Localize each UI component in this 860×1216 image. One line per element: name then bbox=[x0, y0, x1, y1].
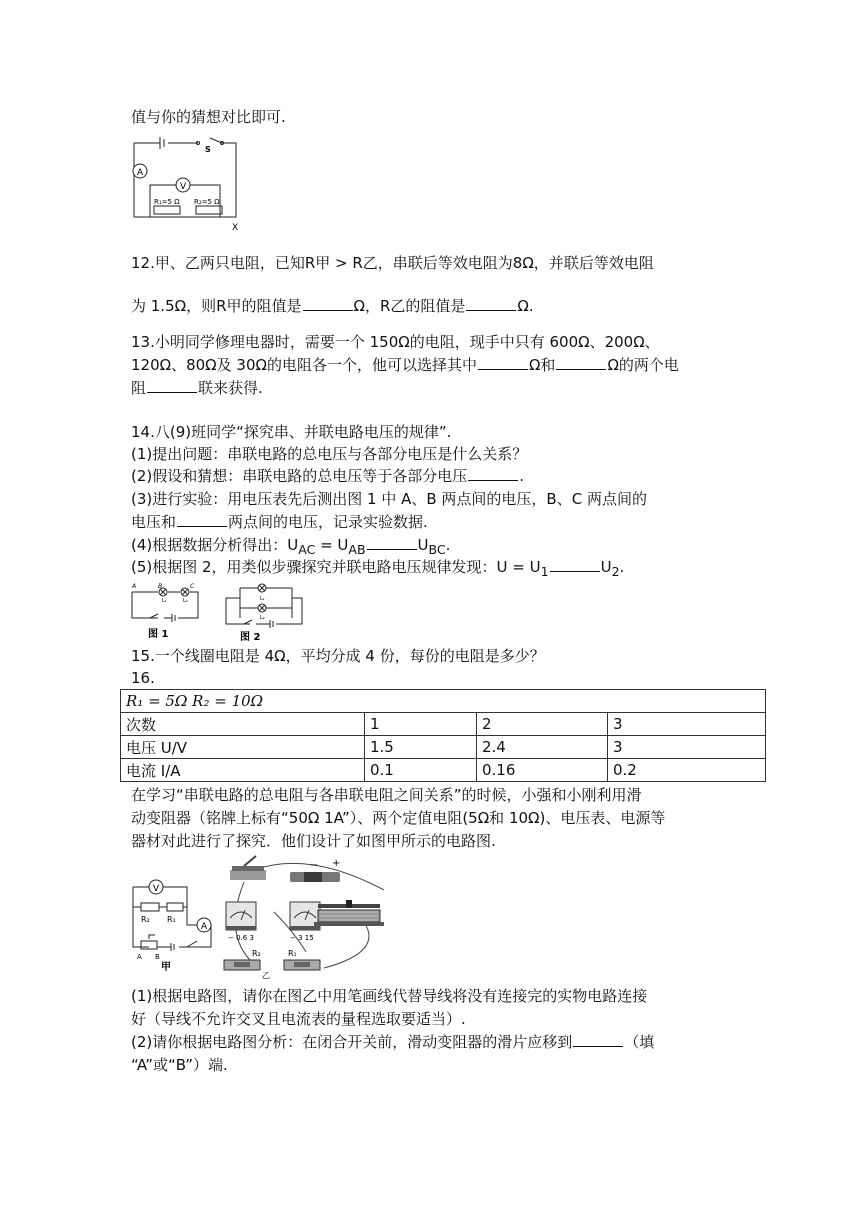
resistor-icon bbox=[224, 960, 260, 970]
svg-text:+: + bbox=[332, 858, 341, 869]
q14-line1: 14.八(9)班同学“探究串、并联电路电压的规律”. bbox=[131, 423, 452, 441]
q14-line2: (1)提出问题：串联电路的总电压与各部分电压是什么关系？ bbox=[131, 445, 528, 463]
svg-text:R₂=5 Ω: R₂=5 Ω bbox=[194, 198, 220, 206]
svg-text:V: V bbox=[180, 182, 187, 192]
q15-line1: 15.一个线圈电阻是 4Ω，平均分成 4 份，每份的电阻是多少？ bbox=[131, 647, 545, 665]
svg-text:A: A bbox=[201, 922, 208, 932]
apparatus-diagram-yi bbox=[214, 852, 404, 980]
answer-blank[interactable] bbox=[367, 535, 417, 550]
q16-para2: 动变阻器（铭牌上标有“50Ω 1A”）、两个定值电阻(5Ω和 10Ω)、电压表、电源等 bbox=[131, 809, 666, 827]
series-circuit-diagram bbox=[128, 582, 204, 642]
q14-line6: (4)根据数据分析得出：$U_{AC} = U_{AB}$ $U_{BC}$. bbox=[131, 536, 451, 557]
resistor-icon bbox=[284, 960, 320, 970]
q14-line7: (5)根据图 2，用类似步骤探究并联电路电压规律发现：$U = U_1$ $U_2$. bbox=[131, 558, 625, 579]
svg-text:R₂: R₂ bbox=[252, 949, 261, 958]
q16-para3: 器材对此进行了探究．他们设计了如图甲所示的电路图. bbox=[131, 832, 496, 850]
q16-sub1-line2: 好（导线不允许交叉且电流表的量程选取要适当）. bbox=[131, 1010, 466, 1028]
q14-line3: (2)假设和猜想：串联电路的总电压等于各部分电压 . bbox=[131, 467, 525, 485]
svg-text:V: V bbox=[153, 884, 160, 894]
data-table bbox=[120, 689, 766, 782]
answer-blank[interactable] bbox=[550, 557, 600, 572]
svg-text:R₂: R₂ bbox=[141, 915, 150, 924]
q12-line2: 为 1.5Ω，则R甲的阻值是 Ω，R乙的阻值是 Ω. bbox=[131, 297, 534, 315]
table-header-row bbox=[121, 690, 766, 713]
circuit-diagram-1 bbox=[126, 133, 246, 233]
switch-icon bbox=[230, 856, 266, 880]
q16-para1: 在学习“串联电路的总电阻与各串联电阻之间关系”的时候，小强和小刚利用滑 bbox=[131, 786, 642, 804]
svg-text:L₁: L₁ bbox=[162, 598, 167, 604]
svg-text:B: B bbox=[158, 583, 163, 590]
answer-blank[interactable] bbox=[147, 378, 197, 393]
table-row: 电流 I/A 0.1 0.16 0.2 bbox=[121, 759, 766, 782]
table-row: 电压 U/V 1.5 2.4 3 bbox=[121, 736, 766, 759]
ammeter-icon bbox=[226, 902, 256, 930]
svg-text:−: − bbox=[310, 860, 319, 871]
answer-blank[interactable] bbox=[177, 512, 227, 527]
table-header-cell: R₁ = 5Ω R₂ = 10Ω bbox=[121, 690, 766, 713]
answer-blank[interactable] bbox=[466, 296, 516, 311]
svg-text:− 0.6 3: − 0.6 3 bbox=[228, 934, 254, 942]
continuation-text: 值与你的猜想对比即可. bbox=[131, 108, 286, 126]
svg-text:乙: 乙 bbox=[262, 971, 270, 980]
svg-text:图 1: 图 1 bbox=[148, 629, 169, 640]
q16-sub1-line1: (1)根据电路图，请你在图乙中用笔画线代替导线将没有连接完的实物电路连接 bbox=[131, 987, 648, 1005]
svg-text:R₁: R₁ bbox=[167, 915, 176, 924]
rheostat-icon bbox=[314, 900, 384, 926]
parallel-circuit-diagram bbox=[222, 580, 308, 642]
svg-text:甲: 甲 bbox=[161, 962, 171, 973]
svg-text:C: C bbox=[190, 583, 195, 590]
q14-line5: 电压和 两点间的电压，记录实验数据. bbox=[131, 513, 428, 531]
table-row: 次数 1 2 3 bbox=[121, 713, 766, 736]
svg-text:L₁: L₁ bbox=[260, 596, 265, 602]
svg-text:X: X bbox=[232, 223, 239, 233]
svg-text:A: A bbox=[132, 583, 137, 590]
answer-blank[interactable] bbox=[303, 296, 353, 311]
q14-line4: (3)进行实验：用电压表先后测出图 1 中 A、B 两点间的电压，B、C 两点间的 bbox=[131, 490, 647, 508]
svg-text:B: B bbox=[155, 953, 160, 961]
q12-line1: 12.甲、乙两只电阻，已知R甲 > R乙，串联后等效电阻为8Ω，并联后等效电阻 bbox=[131, 254, 654, 272]
answer-blank[interactable] bbox=[468, 466, 518, 481]
svg-text:− 3 15: − 3 15 bbox=[290, 934, 314, 942]
svg-text:R₁=5 Ω: R₁=5 Ω bbox=[154, 198, 180, 206]
q13-line1: 13.小明同学修理电器时，需要一个 150Ω的电阻，现手中只有 600Ω、200Ω、 bbox=[131, 333, 660, 351]
svg-text:L₂: L₂ bbox=[183, 598, 188, 604]
svg-text:S: S bbox=[205, 145, 211, 154]
circuit-diagram-jia bbox=[127, 877, 217, 973]
svg-text:A: A bbox=[137, 953, 142, 961]
q13-line3: 阻 联来获得. bbox=[131, 379, 263, 397]
answer-blank[interactable] bbox=[478, 355, 528, 370]
svg-text:L₂: L₂ bbox=[260, 615, 265, 621]
q16-number: 16. bbox=[131, 669, 155, 687]
q16-sub2-line1: (2)请你根据电路图分析：在闭合开关前，滑动变阻器的滑片应移到 （填 bbox=[131, 1033, 655, 1051]
answer-blank[interactable] bbox=[556, 355, 606, 370]
svg-text:R₁: R₁ bbox=[288, 949, 297, 958]
svg-text:A: A bbox=[137, 168, 144, 178]
svg-text:图 2: 图 2 bbox=[240, 632, 261, 642]
q13-line2: 120Ω、80Ω及 30Ω的电阻各一个，他可以选择其中 Ω和 Ω的两个电 bbox=[131, 356, 679, 374]
q16-sub2-line2: “A”或“B”）端. bbox=[131, 1056, 228, 1074]
answer-blank[interactable] bbox=[573, 1032, 623, 1047]
battery-icon bbox=[290, 872, 340, 882]
